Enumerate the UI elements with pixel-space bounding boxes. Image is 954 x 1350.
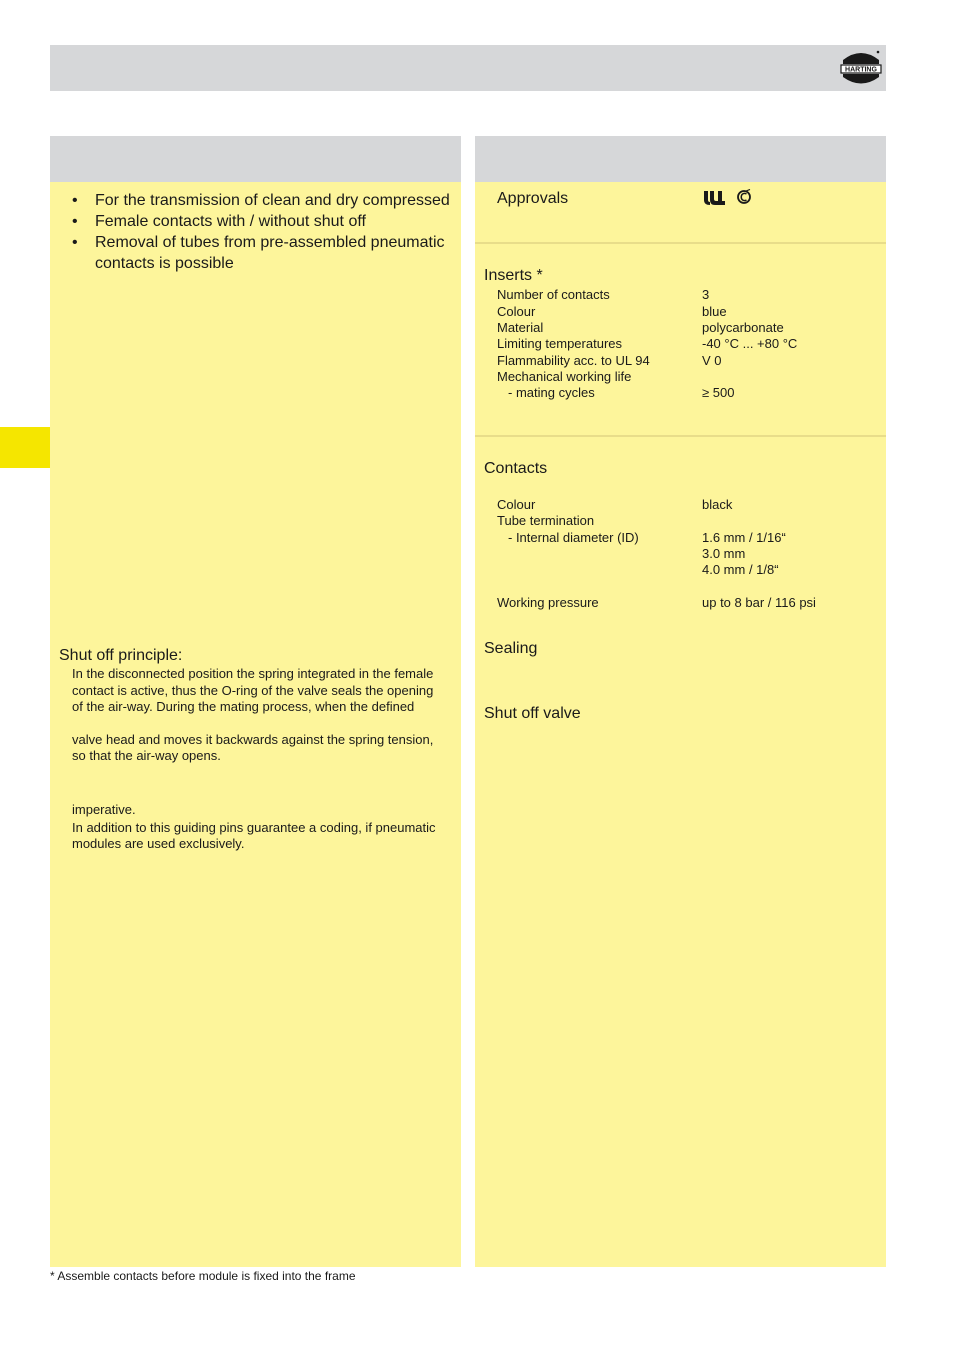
contacts-title: Contacts	[484, 460, 548, 477]
insert-row-value: polycarbonate	[702, 320, 784, 335]
technical-characteristics-header	[475, 136, 886, 182]
shutoff-line: valve head and moves it backwards against the spring tension,	[72, 732, 434, 747]
bullet-mark: •	[72, 234, 78, 251]
internal-diameter-label: - Internal diameter (ID)	[508, 530, 639, 545]
ul-recognized-icon	[702, 189, 726, 207]
features-header	[50, 136, 461, 182]
section-divider	[475, 242, 886, 244]
logo-text: HARTING	[845, 66, 877, 74]
bullet-mark: •	[72, 192, 78, 209]
inserts-title: Inserts *	[484, 267, 543, 284]
insert-row-label: - mating cycles	[508, 385, 595, 400]
shutoff-line: contact is active, thus the O-ring of the valve seals the opening	[72, 683, 434, 698]
feature-item: • For the transmission of clean and dry compressed	[72, 192, 450, 209]
shutoff-principle-title: Shut off principle:	[59, 647, 183, 664]
feature-item: • Removal of tubes from pre-assembled pneumatic contacts is possible	[72, 234, 445, 272]
insert-row-value: ≥ 500	[702, 385, 735, 400]
shutoff-line: In addition to this guiding pins guarantee a coding, if pneumatic	[72, 820, 436, 835]
insert-row-label: Mechanical working life	[497, 369, 632, 384]
internal-diameter-value: 1.6 mm / 1/16“	[702, 530, 786, 545]
tube-termination-label: Tube termination	[497, 513, 595, 528]
insert-row-value: blue	[702, 304, 727, 319]
insert-row-label: Limiting temperatures	[497, 336, 622, 351]
shutoff-line: imperative.	[72, 802, 136, 817]
csa-icon	[736, 189, 752, 205]
approvals-label: Approvals	[497, 190, 569, 207]
working-pressure-value: up to 8 bar / 116 psi	[702, 595, 816, 610]
shutoff-line: so that the air-way opens.	[72, 748, 221, 763]
insert-row-value: 3	[702, 287, 710, 302]
contacts-colour-value: black	[702, 497, 733, 512]
insert-row-label: Material	[497, 320, 544, 335]
internal-diameter-value: 3.0 mm	[702, 546, 746, 561]
feature-item: • Female contacts with / without shut off	[72, 213, 366, 230]
chapter-tab	[0, 427, 50, 468]
shutoff-line: of the air-way. During the mating process, when the defined	[72, 699, 415, 714]
insert-row-label: Number of contacts	[497, 287, 610, 302]
sealing-title: Sealing	[484, 640, 538, 657]
features-list	[72, 190, 457, 274]
shutoff-line: modules are used exclusively.	[72, 836, 245, 851]
insert-row-label: Colour	[497, 304, 536, 319]
page-header-bar	[50, 45, 886, 91]
bullet-mark: •	[72, 213, 78, 230]
section-divider	[475, 435, 886, 437]
features-panel	[50, 182, 461, 1267]
shutoff-valve-title: Shut off valve	[484, 705, 581, 722]
internal-diameter-value: 4.0 mm / 1/8“	[702, 562, 779, 577]
insert-row-value: V 0	[702, 353, 722, 368]
footnote: * Assemble contacts before module is fixed into the frame	[50, 1269, 356, 1283]
contacts-colour-label: Colour	[497, 497, 536, 512]
shutoff-line: In the disconnected position the spring integrated in the female	[72, 666, 434, 681]
harting-logo	[840, 48, 882, 88]
working-pressure-label: Working pressure	[497, 595, 599, 610]
insert-row-label: Flammability acc. to UL 94	[497, 353, 650, 368]
insert-row-value: -40 °C ... +80 °C	[702, 336, 798, 351]
